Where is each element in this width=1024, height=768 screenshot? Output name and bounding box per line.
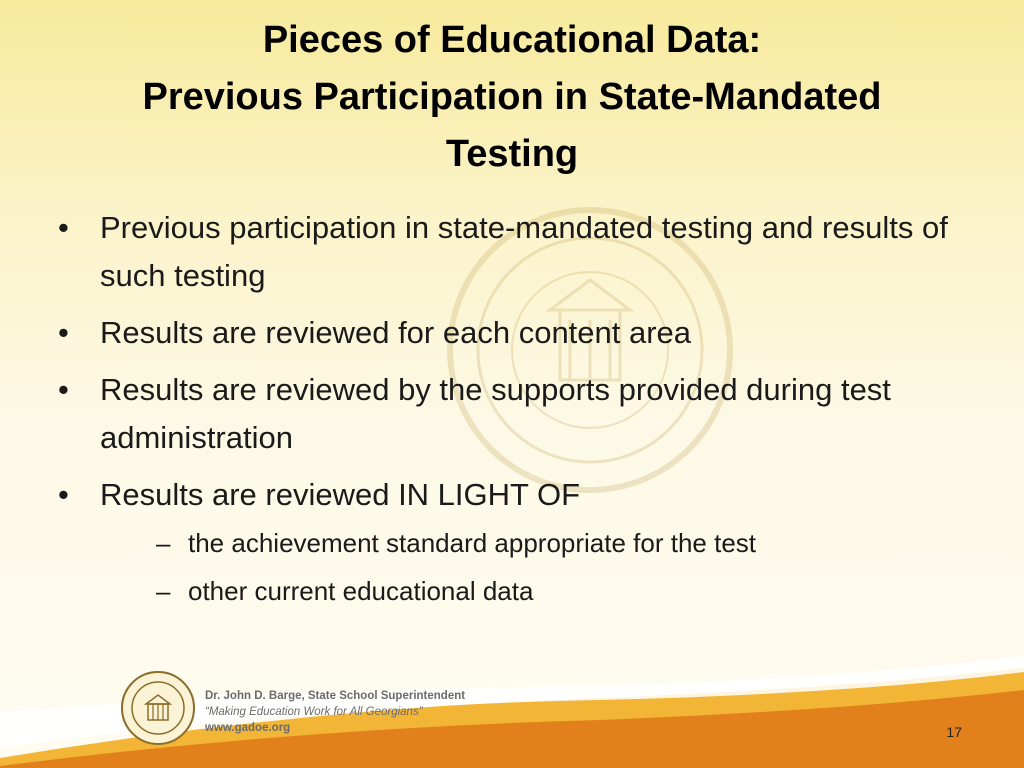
sub-bullet-list <box>100 519 968 615</box>
sub-bullet-item: – the achievement standard appropriate for the test <box>100 519 968 567</box>
bullet-item-with-subitems <box>58 471 968 615</box>
page-number: 17 <box>946 724 962 740</box>
bullet-list <box>58 204 968 624</box>
title-line-1: Pieces of Educational Data: <box>262 19 762 61</box>
footer-credits <box>205 688 465 736</box>
title-line-3: Testing <box>445 133 579 175</box>
website-line: www.gadoe.org <box>205 722 291 734</box>
bullet-item: • Results are reviewed for each content area <box>58 309 968 357</box>
title-line-2: Previous Participation in State-Mandated <box>142 76 882 118</box>
bullet-item: • Previous participation in state-mandated testing and results of such testing <box>58 204 968 300</box>
department-of-education-logo <box>120 670 196 746</box>
slogan-line: “Making Education Work for All Georgians” <box>205 706 423 718</box>
sub-bullet-item: – other current educational data <box>100 567 968 615</box>
bullet-text: Results are reviewed IN LIGHT OF <box>100 477 581 512</box>
bullet-item: • Results are reviewed by the supports provided during test administration <box>58 366 968 462</box>
superintendent-line: Dr. John D. Barge, State School Superintendent <box>205 690 466 702</box>
slide-title <box>20 12 1004 183</box>
